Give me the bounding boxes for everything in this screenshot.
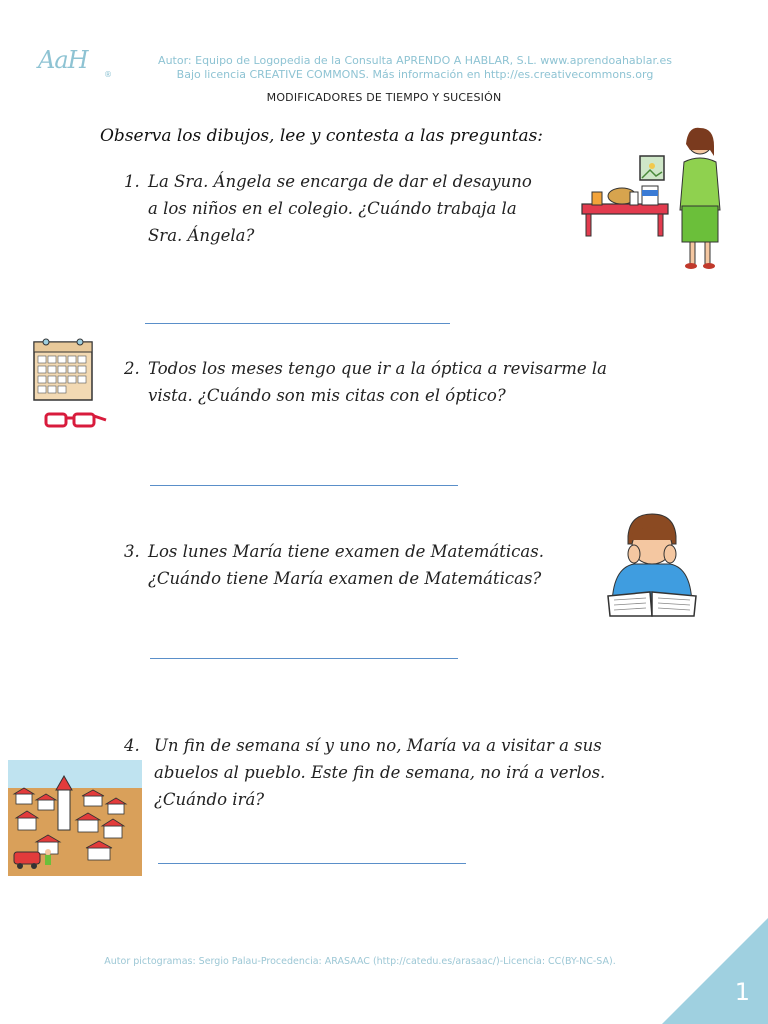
question-text-line: ¿Cuándo irá? [154,790,265,809]
question-text-line: Los lunes María tiene examen de Matemáticas. [148,542,544,561]
question-text-line: Todos los meses tengo que ir a la óptica a revisarme la [148,359,607,378]
author-credits [120,54,710,82]
instructions: Observa los dibujos, lee y contesta a las preguntas: [100,126,544,146]
question-text-line: abuelos al pueblo. Este fin de semana, no irá a verlos. [154,763,606,782]
credit-line-author: Autor: Equipo de Logopedia de la Consulta APRENDO A HABLAR, S.L. www.aprendoahablar.es [158,54,672,67]
question-number: 4. [124,736,140,755]
answer-line-3[interactable] [150,658,458,659]
page-title: MODIFICADORES DE TIEMPO Y SUCESIÓN [266,91,502,104]
answer-line-4[interactable] [158,863,466,864]
question-text-line: a los niños en el colegio. ¿Cuándo trabaja la [148,199,517,218]
credit-line-license: Bajo licencia CREATIVE COMMONS. Más información en http://es.creativecommons.org [176,68,654,81]
question-number: 1. [124,172,140,191]
logo [34,40,112,88]
question-number: 2. [124,359,140,378]
student-studying-pictogram [604,512,700,620]
village-pictogram [8,760,142,876]
corner-triangle [662,918,768,1024]
question-text-line: ¿Cuándo tiene María examen de Matemáticas? [148,569,542,588]
calendar-glasses-pictogram [28,336,110,432]
breakfast-woman-pictogram [578,126,728,271]
question-text-line: vista. ¿Cuándo son mis citas con el óptico? [148,386,506,405]
question-text-line: Sra. Ángela? [148,226,255,245]
answer-line-2[interactable] [150,485,458,486]
question-text-line: La Sra. Ángela se encarga de dar el desayuno [148,172,532,191]
logo-text: AaH [38,46,88,74]
answer-line-1[interactable] [145,323,450,324]
registered-mark: ® [104,70,112,79]
question-3 [124,538,594,592]
question-number: 3. [124,542,140,561]
pictogram-credits: Autor pictogramas: Sergio Palau-Procedencia: ARASAAC (http://catedu.es/arasaac/)-Licencia: CC(BY-NC-SA). [104,956,616,967]
question-2 [124,355,654,409]
page-number: 1 [734,978,750,1006]
question-1 [124,168,584,249]
question-text-line: Un fin de semana sí y uno no, María va a visitar a sus [154,736,602,755]
question-4 [124,732,644,813]
